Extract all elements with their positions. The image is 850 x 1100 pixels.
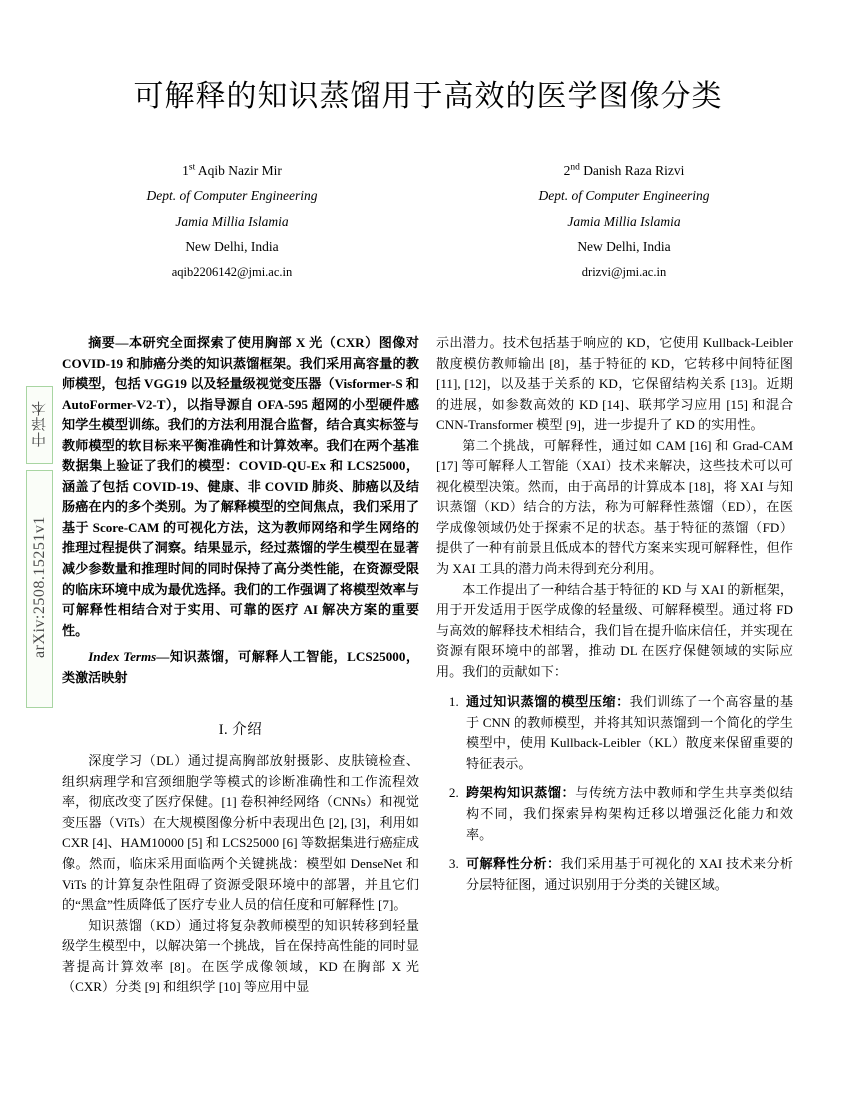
paper-page bbox=[62, 0, 794, 1100]
contributions-list bbox=[436, 692, 793, 895]
author-order: 2 bbox=[563, 162, 571, 178]
left-column bbox=[62, 333, 419, 998]
author-fullname: Danish Raza Rizvi bbox=[583, 162, 685, 178]
intro-paragraph-4: 第二个挑战，可解释性，通过如 CAM [16] 和 Grad-CAM [17] 等可解释人工智能（XAI）技术来解决，这些技术可以可视化模型决策。然而，由于高昂的计算成本 [18]，将 XAI 与知识蒸馏（KD）结合的方法，称为可解释性蒸馏（ED），在医学成像领域仍处于探索不足的状态。基于特征的蒸馏（FD）提供了一种有前景且低成本的替代方案来实现可解释性，但作为 XAI 工具的潜力尚未得到充分利用。 bbox=[436, 437, 793, 577]
author-name bbox=[504, 158, 744, 184]
contribution-text: 与传统方法中教师和学生共享类似结构不同，我们探索异构架构迁移以增强泛化能力和效率。 bbox=[466, 785, 794, 842]
abstract-text: 摘要—本研究全面探索了使用胸部 X 光（CXR）图像对 COVID-19 和肺癌分类的知识蒸馏框架。我们采用高容量的教师模型，包括 VGG19 以及轻量级视觉变压器（Visformer-S 和 AutoFormer-V2-T），以指导源自 OFA-595 超网的小型硬件感知学生模型训练。我们的方法利用混合监督，结合真实标签与教师模型的软目标来平衡准确性和计算效率。我们在两个基准数据集上验证了我们的模型：COVID-QU-Ex 和 LCS25000，涵盖了包括 COVID-19、健康、非 COVID 肺炎、肺癌以及结肠癌在内的多个类别。为了解释模型的空间焦点，我们采用了基于 Score-CAM 的可视化方法，这为教师网络和学生网络的推理过程提供了洞察。结果显示，经过蒸馏的学生模型在显著减少参数量和推理时间的同时保持了高分类性能，在资源受限的临床环境中成为最优选择。我们的工作强调了将模型效率与可解释性相结合对于实用、可靠的医疗 AI 解决方案的重要性。 bbox=[62, 335, 419, 638]
author-institution: Jamia Millia Islamia bbox=[175, 213, 289, 229]
contribution-title: 通过知识蒸馏的模型压缩： bbox=[466, 694, 630, 710]
list-item bbox=[462, 783, 793, 845]
section-heading-introduction: I. 介绍 bbox=[218, 722, 263, 739]
list-item bbox=[462, 854, 793, 895]
author-fullname: Aqib Nazir Mir bbox=[197, 162, 282, 178]
index-terms-values: —知识蒸馏，可解释人工智能，LCS25000，类激活映射 bbox=[62, 649, 419, 685]
translation-badge: 中译本 bbox=[26, 386, 53, 464]
contribution-title: 可解释性分析： bbox=[466, 856, 561, 872]
author-block bbox=[62, 158, 794, 285]
contribution-text: 我们训练了一个高容量的基于 CNN 的教师模型，并将其知识蒸馏到一个简化的学生模型中，使用 Kullback-Leibler（KL）散度来保留重要的特征表示。 bbox=[466, 694, 794, 771]
author-order: 1 bbox=[182, 162, 189, 178]
author-entry bbox=[112, 158, 352, 285]
author-city: New Delhi, India bbox=[185, 239, 279, 255]
contribution-title: 跨架构知识蒸馏： bbox=[466, 785, 576, 801]
two-column-body bbox=[62, 333, 794, 998]
right-column bbox=[436, 333, 793, 998]
author-department: Dept. of Computer Engineering bbox=[146, 188, 318, 204]
page-title: 可解释的知识蒸馏用于高效的医学图像分类 bbox=[133, 79, 723, 114]
arxiv-identifier: arXiv:2508.15251v1 bbox=[26, 470, 53, 708]
contribution-text: 我们采用基于可视化的 XAI 技术来分析分层特征图，通过识别用于分类的关键区域。 bbox=[466, 856, 793, 892]
intro-paragraph-3: 示出潜力。技术包括基于响应的 KD，它使用 Kullback-Leibler 散度模仿教师输出 [8]，基于特征的 KD，它转移中间特征图 [11], [12]，以及基于关系的 KD，它保留结构关系 [13]。近期的进展，如参数高效的 KD [14]、联邦学习应用 [15] 和混合 CNN-Transformer 模型 [9]，进一步提升了 KD 的实用性。 bbox=[436, 335, 793, 433]
author-email[interactable]: aqib2206142@jmi.ac.in bbox=[171, 265, 293, 280]
index-terms-label: Index Terms bbox=[88, 649, 157, 665]
index-terms bbox=[62, 647, 419, 688]
author-email[interactable]: drizvi@jmi.ac.in bbox=[581, 265, 667, 280]
intro-paragraph-1: 深度学习（DL）通过提高胸部放射摄影、皮肤镜检查、组织病理学和宫颈细胞学等模式的诊断准确性和工作流程效率，彻底改变了医疗保健。[1] 卷积神经网络（CNNs）和视觉变压器（ViTs）在大规模图像分析中表现出色 [2], [3]，利用如 CXR [4]、HAM10000 [5] 和 LCS25000 [6] 等数据集进行癌症成像。然而，临床采用面临两个关键挑战：模型如 DenseNet 和 ViTs 的计算复杂性阻碍了资源受限环境中的部署，并且它们的“黑盒”性质降低了医疗专业人员的信任度和可解释性 [7]。 bbox=[62, 753, 419, 913]
author-entry bbox=[504, 158, 744, 285]
intro-paragraph-5: 本工作提出了一种结合基于特征的 KD 与 XAI 的新框架，用于开发适用于医学成像的轻量级、可解释模型。通过将 FD 与高效的解释技术相结合，我们旨在提升临床信任，并实现在资源有限环境中的部署，推动 DL 在医疗保健领域的实际应用。我们的贡献如下： bbox=[436, 581, 793, 679]
author-order-suffix: nd bbox=[570, 162, 580, 172]
list-item bbox=[462, 692, 793, 774]
arxiv-stamp-rail bbox=[0, 0, 60, 1100]
author-department: Dept. of Computer Engineering bbox=[538, 188, 710, 204]
intro-paragraph-2: 知识蒸馏（KD）通过将复杂教师模型的知识转移到轻量级学生模型中，以解决第一个挑战，旨在保持高性能的同时显著提高计算效率 [8]。在医学成像领域，KD 在胸部 X 光（CXR）分类 [9] 和组织学 [10] 等应用中显 bbox=[62, 917, 419, 995]
author-order-suffix: st bbox=[188, 162, 196, 172]
author-city: New Delhi, India bbox=[577, 239, 671, 255]
author-institution: Jamia Millia Islamia bbox=[567, 213, 681, 229]
author-name bbox=[112, 158, 352, 184]
